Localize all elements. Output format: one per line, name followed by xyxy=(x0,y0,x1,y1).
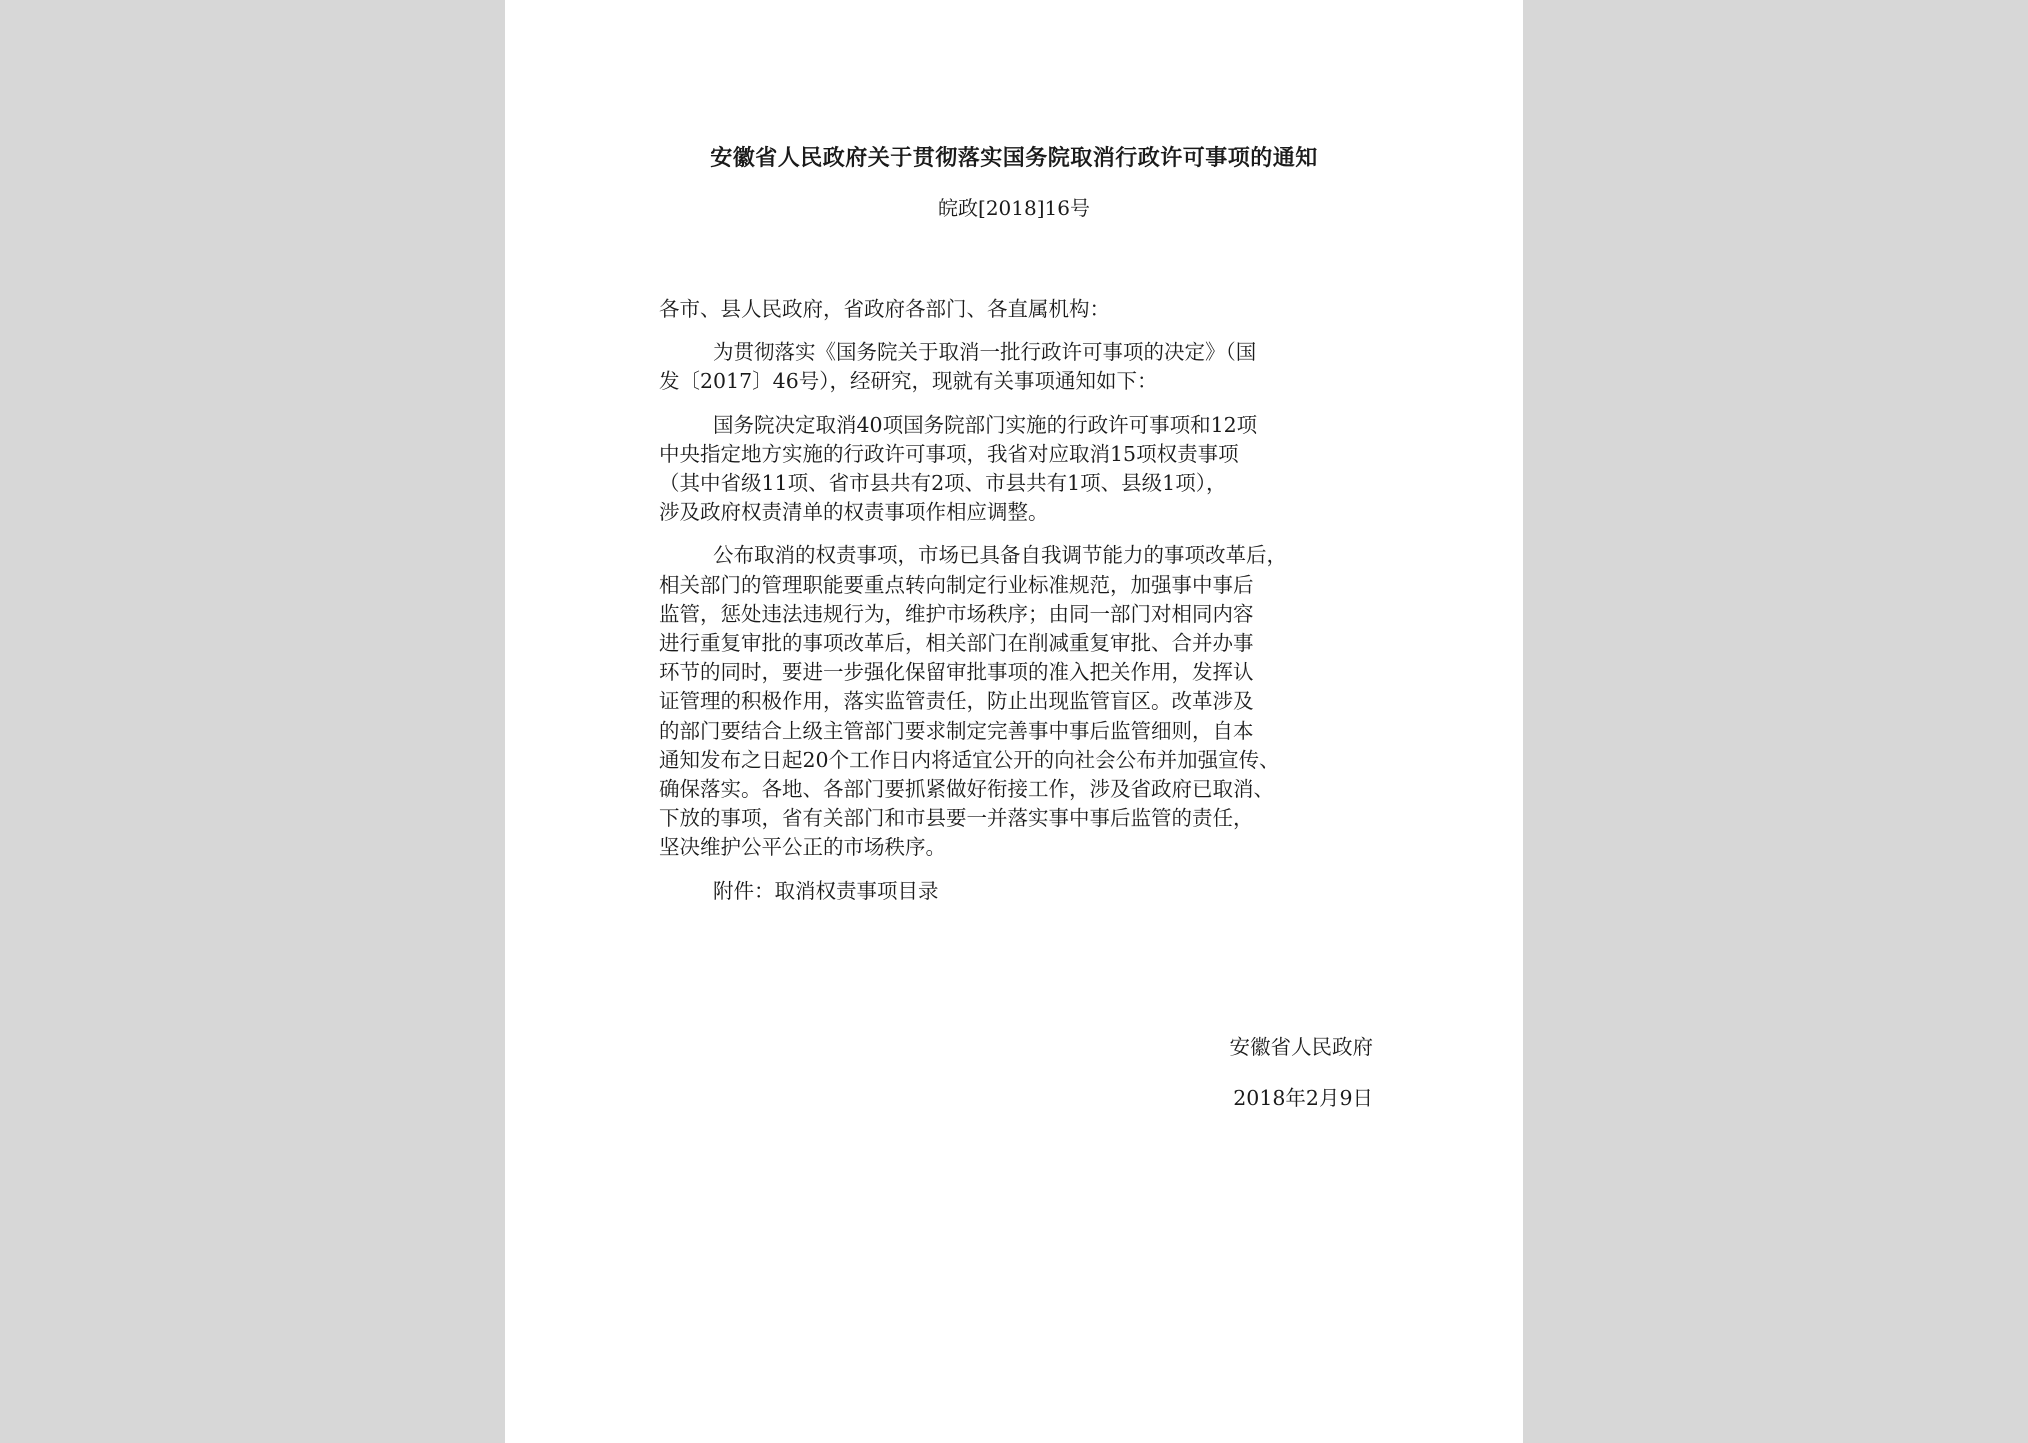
paragraph-line: 通知发布之日起20个工作日内将适宜公开的向社会公布并加强宣传、 xyxy=(659,747,1280,772)
paragraph-line: 证管理的积极作用，落实监管责任，防止出现监管盲区。改革涉及 xyxy=(659,689,1254,714)
paragraph-cancelled-items xyxy=(659,411,1379,528)
salutation: 各市、县人民政府，省政府各部门、各直属机构： xyxy=(659,297,1110,321)
paragraph-line: 为贯彻落实《国务院关于取消一批行政许可事项的决定》（国 xyxy=(713,340,1257,365)
paragraph-line: （其中省级11项、省市县共有2项、市县共有1项、县级1项）， xyxy=(659,471,1227,496)
paragraph-line: 下放的事项，省有关部门和市县要一并落实事中事后监管的责任， xyxy=(659,806,1254,831)
paragraph-supervision xyxy=(659,541,1379,862)
attachment-note: 附件：取消权责事项目录 xyxy=(713,878,939,903)
signer: 安徽省人民政府 xyxy=(1229,1035,1373,1059)
document-page xyxy=(505,0,1523,1443)
document-title: 安徽省人民政府关于贯彻落实国务院取消行政许可事项的通知 xyxy=(710,145,1318,171)
paragraph-line: 国务院决定取消40项国务院部门实施的行政许可事项和12项 xyxy=(713,412,1258,437)
paragraph-line: 公布取消的权责事项，市场已具备自我调节能力的事项改革后， xyxy=(713,543,1287,568)
paragraph-line: 相关部门的管理职能要重点转向制定行业标准规范，加强事中事后 xyxy=(659,572,1254,597)
document-body xyxy=(659,295,1379,906)
issue-date: 2018年2月9日 xyxy=(1233,1086,1373,1110)
paragraph-line: 的部门要结合上级主管部门要求制定完善事中事后监管细则，自本 xyxy=(659,718,1254,743)
paragraph-line: 发〔2017〕46号），经研究，现就有关事项通知如下： xyxy=(659,369,1158,394)
paragraph-line: 进行重复审批的事项改革后，相关部门在削减重复审批、合并办事 xyxy=(659,631,1254,656)
paragraph-line: 涉及政府权责清单的权责事项作相应调整。 xyxy=(659,500,1049,525)
document-number: 皖政[2018]16号 xyxy=(938,196,1090,220)
paragraph-line: 确保落实。各地、各部门要抓紧做好衔接工作，涉及省政府已取消、 xyxy=(659,777,1274,802)
paragraph-line: 中央指定地方实施的行政许可事项，我省对应取消15项权责事项 xyxy=(659,441,1239,466)
paragraph-line: 坚决维护公平公正的市场秩序。 xyxy=(659,835,946,860)
paragraph-intro xyxy=(659,338,1379,396)
paragraph-line: 环节的同时，要进一步强化保留审批事项的准入把关作用，发挥认 xyxy=(659,660,1254,685)
paragraph-line: 监管，惩处违法违规行为，维护市场秩序；由同一部门对相同内容 xyxy=(659,601,1254,626)
